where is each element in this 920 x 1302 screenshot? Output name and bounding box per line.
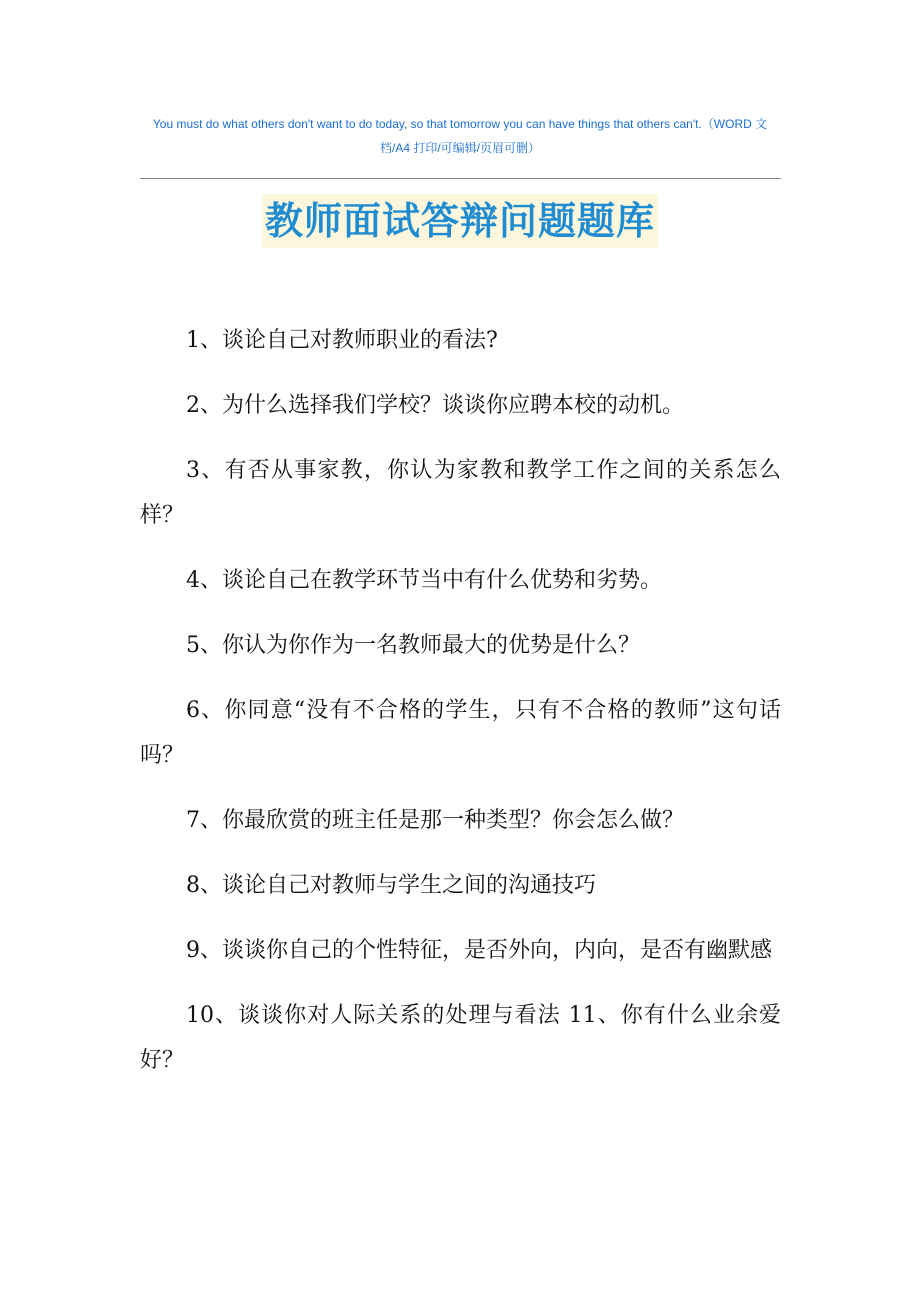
question-item: 9、谈谈你自己的个性特征，是否外向，内向，是否有幽默感 — [186, 938, 772, 963]
question-item: 7、你最欣赏的班主任是那一种类型？你会怎么做？ — [186, 808, 684, 833]
document-title: 教师面试答辩问题题库 — [262, 194, 658, 248]
question-item: 10、谈谈你对人际关系的处理与看法 11、你有什么业余爱好？ — [140, 1003, 781, 1073]
question-item: 1、谈论自己对教师职业的看法? — [186, 328, 498, 353]
title-container — [0, 194, 920, 248]
question-item: 8、谈论自己对教师与学生之间的沟通技巧 — [186, 873, 596, 898]
question-item: 4、谈论自己在教学环节当中有什么优势和劣势。 — [186, 568, 662, 593]
header-divider — [140, 178, 781, 179]
question-item: 5、你认为你作为一名教师最大的优势是什么？ — [186, 633, 640, 658]
question-item: 2、为什么选择我们学校？谈谈你应聘本校的动机。 — [186, 393, 684, 418]
question-item: 6、你同意“没有不合格的学生，只有不合格的教师”这句话吗？ — [140, 698, 781, 768]
question-item: 3、有否从事家教，你认为家教和教学工作之间的关系怎么样？ — [140, 458, 781, 528]
question-list — [140, 318, 781, 1103]
page-header-note: You must do what others don't want to do today, so that tomorrow you can have things that others can't.（WORD 文档/A4 打印/可编辑/页眉可删） — [152, 117, 768, 155]
